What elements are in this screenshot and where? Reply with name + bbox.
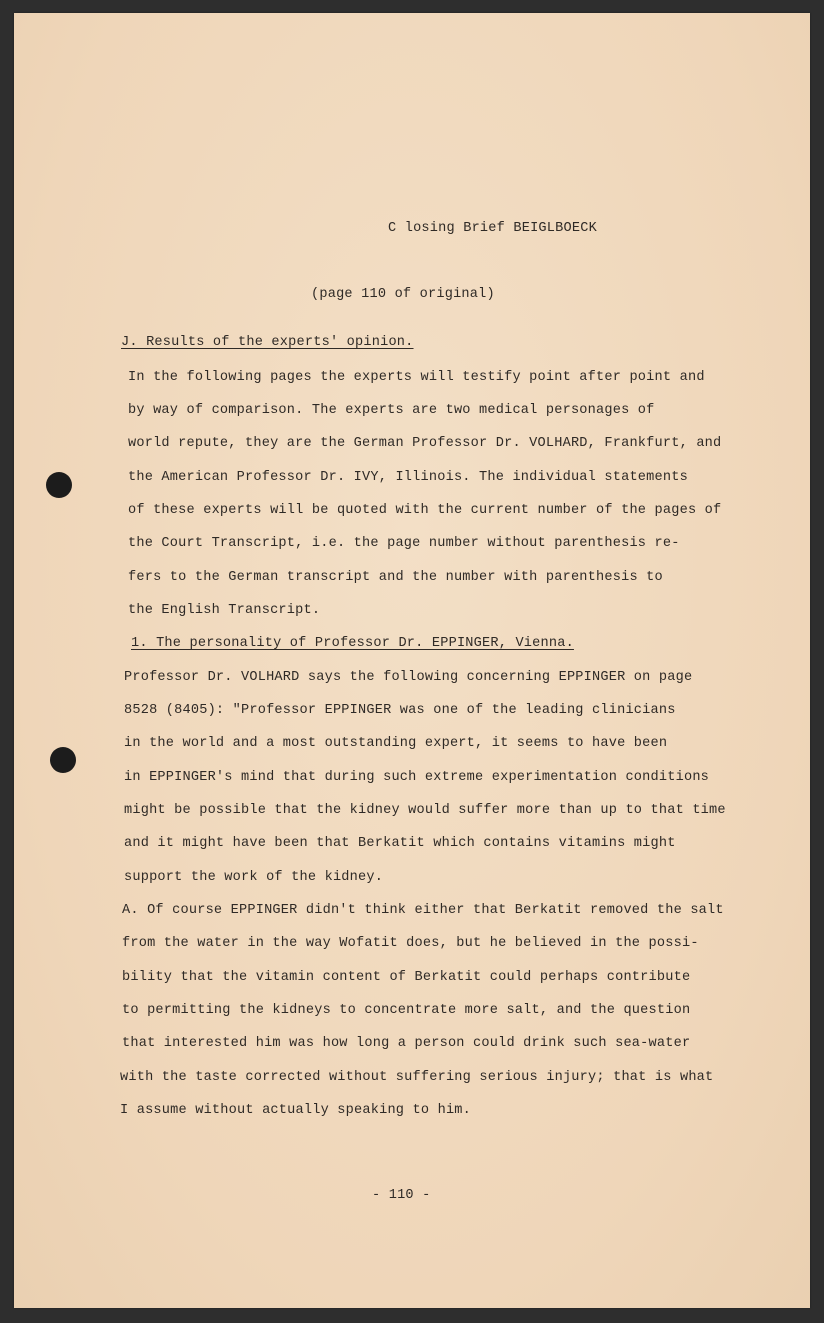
answer-line: I assume without actually speaking to him. [120,1103,472,1118]
answer-line: A. Of course EPPINGER didn't think either that Berkatit removed the salt [122,903,724,918]
subheading: 1. The personality of Professor Dr. EPPINGER, Vienna. [131,636,574,651]
quote-line: might be possible that the kidney would suffer more than up to that time [124,803,726,818]
section-heading: J. Results of the experts' opinion. [121,335,414,350]
answer-line: with the taste corrected without suffering serious injury; that is what [120,1070,714,1085]
intro-line: by way of comparison. The experts are two medical personages of [128,403,655,418]
answer-line: from the water in the way Wofatit does, but he believed in the possi- [122,936,699,951]
document-title: C losing Brief BEIGLBOECK [388,221,597,236]
intro-line: fers to the German transcript and the number with parenthesis to [128,570,663,585]
answer-line: that interested him was how long a person could drink such sea-water [122,1036,691,1051]
punch-hole-upper [46,472,72,498]
quote-line: in EPPINGER's mind that during such extreme experimentation conditions [124,770,710,785]
answer-line: bility that the vitamin content of Berkatit could perhaps contribute [122,970,691,985]
punch-hole-lower [50,747,76,773]
quote-line: support the work of the kidney. [124,870,384,885]
intro-line: the American Professor Dr. IVY, Illinois. The individual statements [128,470,688,485]
quote-line: in the world and a most outstanding expert, it seems to have been [124,736,668,751]
intro-line: the English Transcript. [128,603,321,618]
page-note: (page 110 of original) [311,287,495,302]
quote-line: 8528 (8405): "Professor EPPINGER was one of the leading clinicians [124,703,676,718]
page-number: - 110 - [372,1188,431,1203]
answer-line: to permitting the kidneys to concentrate more salt, and the question [122,1003,691,1018]
quote-line: and it might have been that Berkatit which contains vitamins might [124,836,676,851]
document-page [14,13,810,1308]
quote-line: Professor Dr. VOLHARD says the following concerning EPPINGER on page [124,670,693,685]
intro-line: of these experts will be quoted with the current number of the pages of [128,503,722,518]
intro-line: In the following pages the experts will testify point after point and [128,370,705,385]
intro-line: the Court Transcript, i.e. the page number without parenthesis re- [128,536,680,551]
intro-line: world repute, they are the German Professor Dr. VOLHARD, Frankfurt, and [128,436,722,451]
